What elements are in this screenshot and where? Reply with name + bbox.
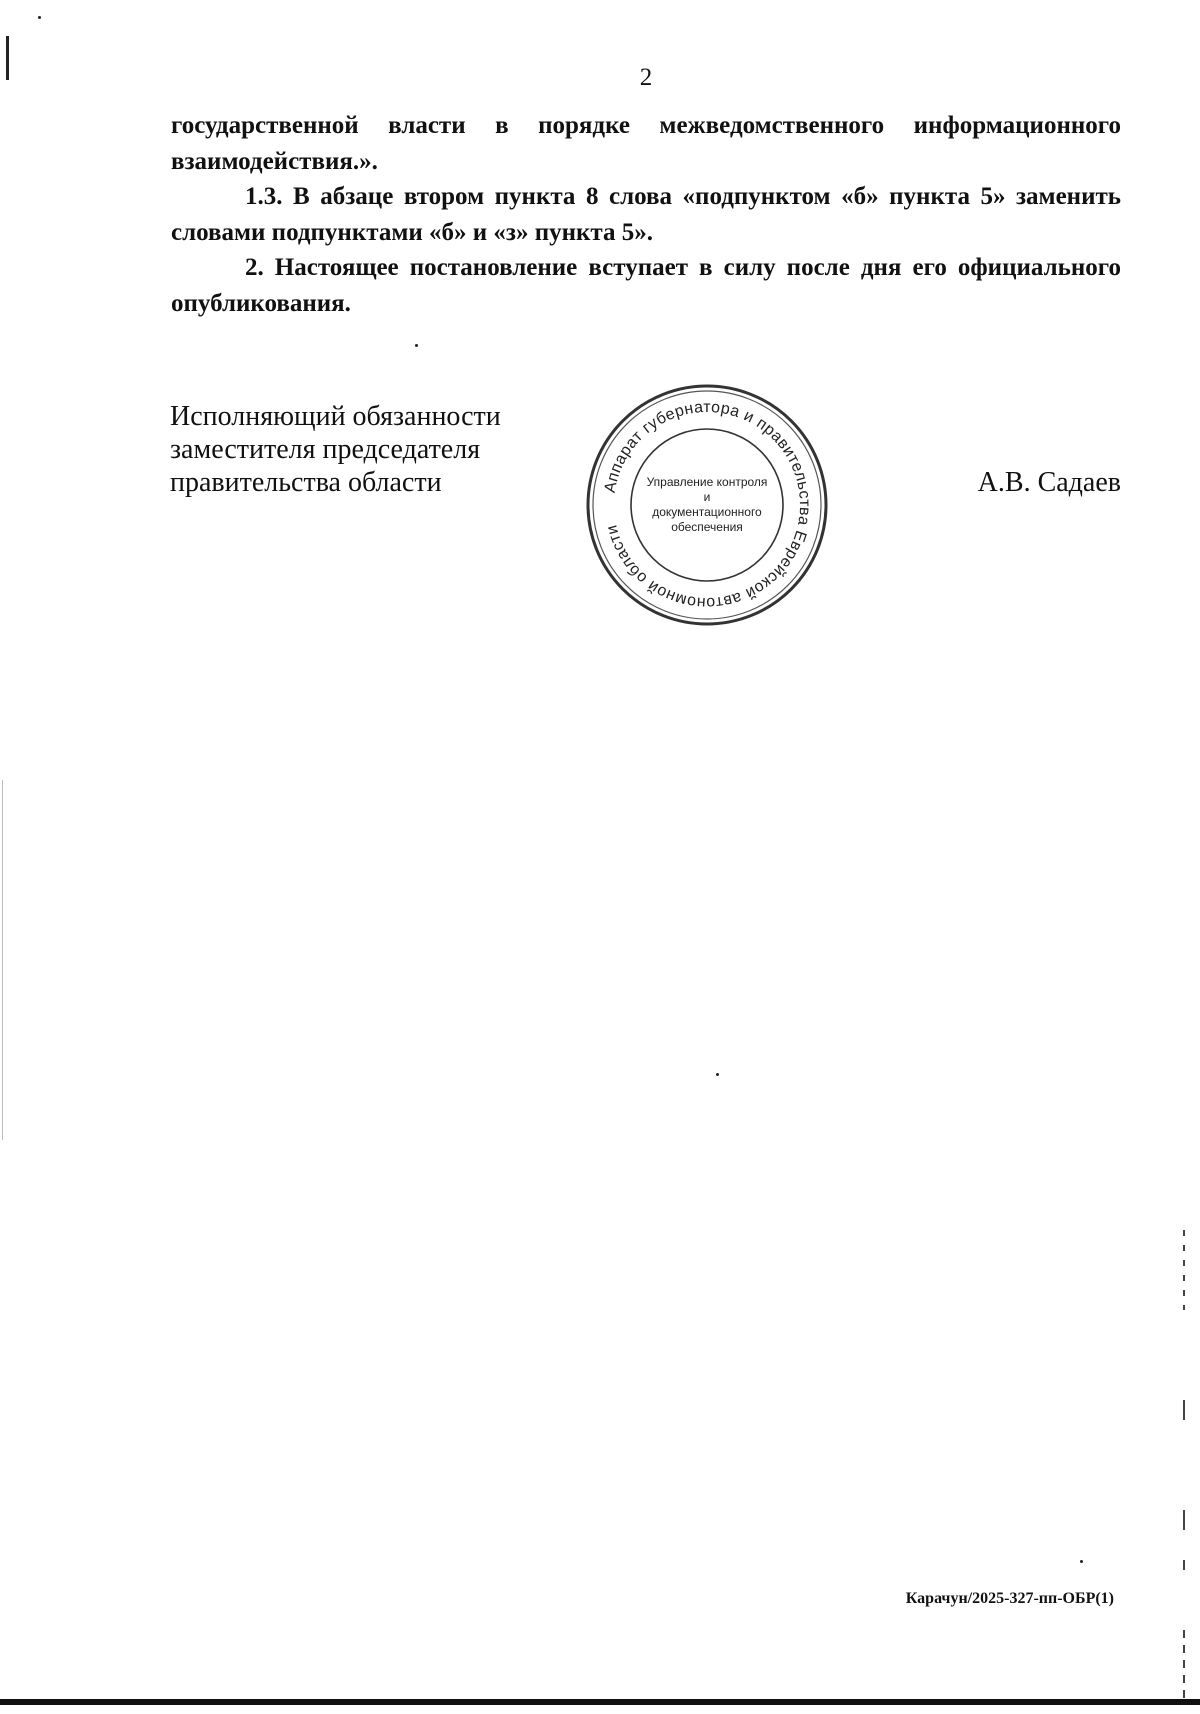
- seal-center-line: Управление контроля и: [646, 475, 768, 504]
- scan-speck: [38, 16, 41, 19]
- scan-bottom-rule: [0, 1699, 1200, 1705]
- paragraph-item-1-3: 1.3. В абзаце втором пункта 8 слова «подпунктом «б» пункта 5» заменить словами подпунктами «б» и «з» пункта 5».: [171, 183, 1121, 246]
- seal-center-line: обеспечения: [671, 520, 743, 534]
- page-number: 2: [639, 64, 653, 91]
- document-code: Карачун/2025-327-пп-ОБР(1): [905, 1590, 1114, 1607]
- official-seal: [584, 382, 830, 628]
- seal-center-text: [642, 475, 772, 535]
- seal-outer-text: Аппарат губернатора и правительства Еврейской автономной области: [601, 398, 814, 612]
- signatory-position-line: заместителя председателя: [170, 434, 481, 465]
- paragraph-item-2: 2. Настоящее постановление вступает в силу после дня его официального опубликования.: [171, 254, 1121, 317]
- signatory-position-line: правительства области: [170, 467, 442, 498]
- signer-name: А.В. Садаев: [977, 467, 1121, 498]
- scan-speck: [1080, 1560, 1083, 1563]
- scan-edge-line: [2, 780, 3, 1140]
- signatory-position: [170, 400, 501, 499]
- seal-center-line: документационного: [652, 505, 762, 519]
- scan-speck: [716, 1073, 719, 1076]
- signatory-position-line: Исполняющий обязанности: [170, 401, 501, 432]
- paragraph-continuation: государственной власти в порядке межведомственного информационного взаимодействия.».: [171, 112, 1121, 175]
- scan-speck: [415, 344, 418, 347]
- scan-edge-marks: [1178, 1230, 1190, 1700]
- document-body: [171, 108, 1121, 321]
